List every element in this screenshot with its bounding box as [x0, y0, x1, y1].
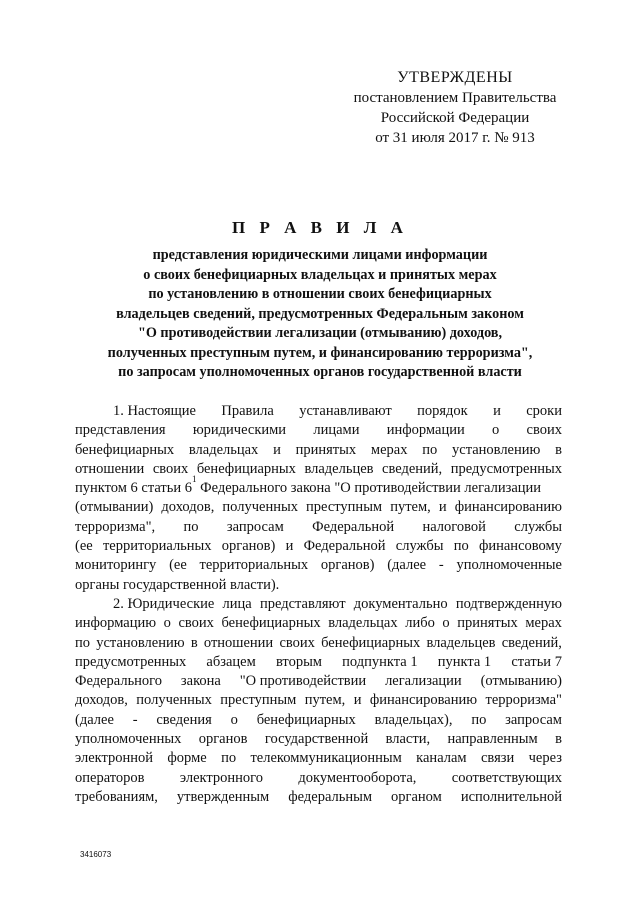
text-line — [75, 653, 562, 672]
text-line — [75, 498, 562, 517]
word: финансированию — [454, 499, 562, 516]
word: закона — [180, 673, 221, 690]
subtitle-line: по установлению в отношении своих бенефициарных — [148, 286, 492, 302]
subtitle-line: полученных преступным путем, и финансированию терроризма", — [107, 344, 533, 361]
word: о — [163, 615, 171, 632]
word: о — [492, 422, 500, 439]
word: и — [493, 403, 501, 419]
word: запросам — [505, 711, 562, 728]
text-line — [75, 402, 562, 421]
word: по — [75, 634, 91, 651]
text-line — [75, 749, 562, 768]
word: полученных — [222, 499, 298, 516]
word: владельцах), — [374, 711, 453, 728]
approval-title: УТВЕРЖДЕНЫ — [397, 69, 513, 86]
word: абзацем — [206, 653, 256, 670]
rules-title: П Р А В И Л А — [232, 218, 408, 237]
word: о — [230, 711, 238, 728]
subtitle-line: владельцев сведений, предусмотренных Федеральным законом — [116, 305, 524, 322]
subtitle-line: представления юридическими лицами информации — [152, 247, 488, 263]
word: подтвержденную — [455, 595, 562, 612]
text-line — [75, 691, 562, 710]
approval-block — [335, 68, 575, 148]
text-line — [75, 421, 562, 440]
word: по — [422, 441, 438, 458]
word: власти, — [385, 731, 431, 748]
word: полученных — [136, 692, 212, 709]
word: мерах — [370, 441, 408, 458]
approval-line-1: постановлением Правительства — [353, 90, 557, 106]
subtitle-line: о своих бенефициарных владельцах и принятых мерах — [143, 266, 497, 283]
word: владельцах — [328, 615, 398, 632]
word: Федеральной — [303, 538, 386, 555]
word: доходов, — [161, 499, 215, 516]
text-line — [75, 518, 562, 537]
word: сведений, — [382, 460, 443, 477]
word: своих — [178, 615, 214, 632]
word: представляют — [259, 595, 346, 612]
word: установлению — [452, 441, 541, 458]
word: юридическими — [192, 422, 287, 439]
word: пункта 1 — [437, 653, 492, 670]
word: преступным — [306, 499, 383, 516]
text-line — [75, 614, 562, 633]
word: порядок — [417, 403, 468, 419]
word: установлению — [96, 634, 185, 651]
word: и — [285, 538, 294, 555]
word: исполнительной — [460, 788, 562, 805]
text-fragment: органы государственной власти). — [75, 576, 280, 593]
word: территориальных — [102, 538, 212, 555]
word: службы — [395, 538, 444, 555]
text-line — [75, 672, 562, 691]
word: каналам — [416, 750, 467, 767]
approval-line-2: Российской Федерации — [380, 110, 530, 126]
word: легализации — [385, 673, 462, 690]
word: утвержденным — [176, 788, 270, 805]
word: органов — [198, 731, 248, 748]
subtitle-line: по запросам уполномоченных органов государственной власти — [118, 364, 522, 380]
text-line — [75, 595, 562, 614]
word: в — [190, 634, 198, 651]
word: по — [221, 750, 237, 767]
word: в — [555, 731, 562, 748]
approval-line-3: от 31 июля 2017 г. № 913 — [375, 130, 535, 146]
text-line — [75, 788, 562, 807]
word: Федерального — [75, 673, 163, 690]
text-line — [75, 441, 562, 460]
body-text — [75, 402, 562, 807]
word: - — [438, 557, 444, 574]
word: владельцев — [426, 634, 496, 651]
word: операторов — [75, 769, 145, 786]
word: бенефициарных — [321, 634, 421, 651]
word: связи — [480, 750, 515, 767]
word: своих — [526, 422, 562, 439]
word: информации — [386, 422, 465, 439]
text-line — [75, 730, 562, 749]
rules-subtitle — [80, 246, 560, 383]
text-line — [75, 556, 562, 575]
word: преступным — [220, 692, 297, 709]
word: своих — [279, 634, 315, 651]
word: и — [353, 692, 362, 709]
word: направленным — [447, 731, 538, 748]
word: и — [273, 441, 281, 458]
text-line — [75, 474, 562, 498]
word: владельцах — [188, 441, 259, 458]
word: (далее — [75, 711, 114, 728]
word: терроризма" — [485, 692, 562, 709]
word: лицами — [313, 422, 360, 439]
word: (отмыванию) — [480, 673, 562, 690]
word: по — [471, 711, 487, 728]
word: бенефициарных — [196, 460, 296, 477]
word: устанавливают — [299, 403, 392, 419]
word: принятых — [295, 441, 357, 458]
word: и — [438, 499, 447, 516]
word: сведений, — [501, 634, 562, 651]
word: документально — [353, 595, 448, 612]
word: путем, — [304, 692, 346, 709]
word: лица — [222, 595, 252, 612]
word: электронной — [75, 750, 154, 767]
word: бенефициарных — [75, 441, 175, 458]
word: уполномоченные — [456, 557, 562, 574]
word: о — [442, 615, 450, 632]
word: через — [528, 750, 562, 767]
word: (отмывании) — [75, 499, 154, 516]
word: мерах — [525, 615, 562, 632]
text-line — [75, 537, 562, 556]
word: терроризма", — [75, 518, 156, 535]
text-fragment: пунктом 6 статьи 6 — [75, 480, 193, 497]
text-line — [75, 634, 562, 653]
word: территориальных — [199, 557, 309, 574]
word: отношении — [75, 460, 145, 477]
word: либо — [405, 615, 435, 632]
word: финансированию — [369, 692, 478, 709]
word: доходов, — [75, 692, 128, 709]
word: федеральным — [288, 788, 373, 805]
superscript: 1 — [192, 474, 197, 485]
word: 2. Юридические — [113, 595, 215, 612]
word: по — [183, 518, 199, 535]
word: (ее — [75, 538, 93, 555]
word: документооборота, — [298, 769, 417, 786]
word: предусмотренных — [450, 460, 562, 477]
word: органов) — [320, 557, 375, 574]
word: мониторингу — [75, 557, 157, 574]
word: бенефициарных — [256, 711, 356, 728]
word: - — [132, 711, 138, 728]
word: телекоммуникационным — [250, 750, 402, 767]
text-fragment: Федерального закона "О противодействии легализации — [196, 480, 542, 497]
text-line — [75, 711, 562, 730]
word: своих — [152, 460, 189, 477]
word: бенефициарных — [221, 615, 321, 632]
word: (ее — [169, 557, 187, 574]
word: владельцев — [304, 460, 374, 477]
word: (далее — [387, 557, 427, 574]
word: уполномоченных — [75, 731, 182, 748]
word: сроки — [526, 403, 562, 419]
word: по — [453, 538, 469, 555]
text-line — [75, 769, 562, 788]
word: требованиям, — [75, 788, 158, 805]
text-line — [75, 460, 562, 479]
text-line — [75, 576, 562, 595]
word: информацию — [75, 615, 157, 632]
word: Федеральной — [312, 518, 395, 535]
word: принятых — [457, 615, 518, 632]
document-code: 3416073 — [80, 850, 112, 859]
subtitle-line: "О противодействии легализации (отмыванию) доходов, — [137, 325, 503, 341]
word: запросам — [226, 518, 284, 535]
word: "О противодействии — [239, 673, 367, 690]
word: в — [555, 441, 562, 458]
word: вторым — [275, 653, 322, 670]
word: статьи 7 — [511, 653, 562, 670]
word: соответствующих — [451, 769, 562, 786]
word: Правила — [221, 403, 274, 419]
word: 1. Настоящие — [113, 403, 196, 419]
word: налоговой — [422, 518, 486, 535]
word: государственной — [264, 731, 369, 748]
word: путем, — [390, 499, 431, 516]
word: электронного — [179, 769, 263, 786]
word: службы — [514, 518, 562, 535]
word: органом — [391, 788, 442, 805]
word: отношении — [203, 634, 274, 651]
word: сведения — [156, 711, 212, 728]
word: финансовому — [478, 538, 562, 555]
word: предусмотренных — [75, 653, 187, 670]
word: представления — [75, 422, 166, 439]
word: органов) — [221, 538, 276, 555]
word: подпункта 1 — [342, 653, 418, 670]
word: форме — [167, 750, 207, 767]
